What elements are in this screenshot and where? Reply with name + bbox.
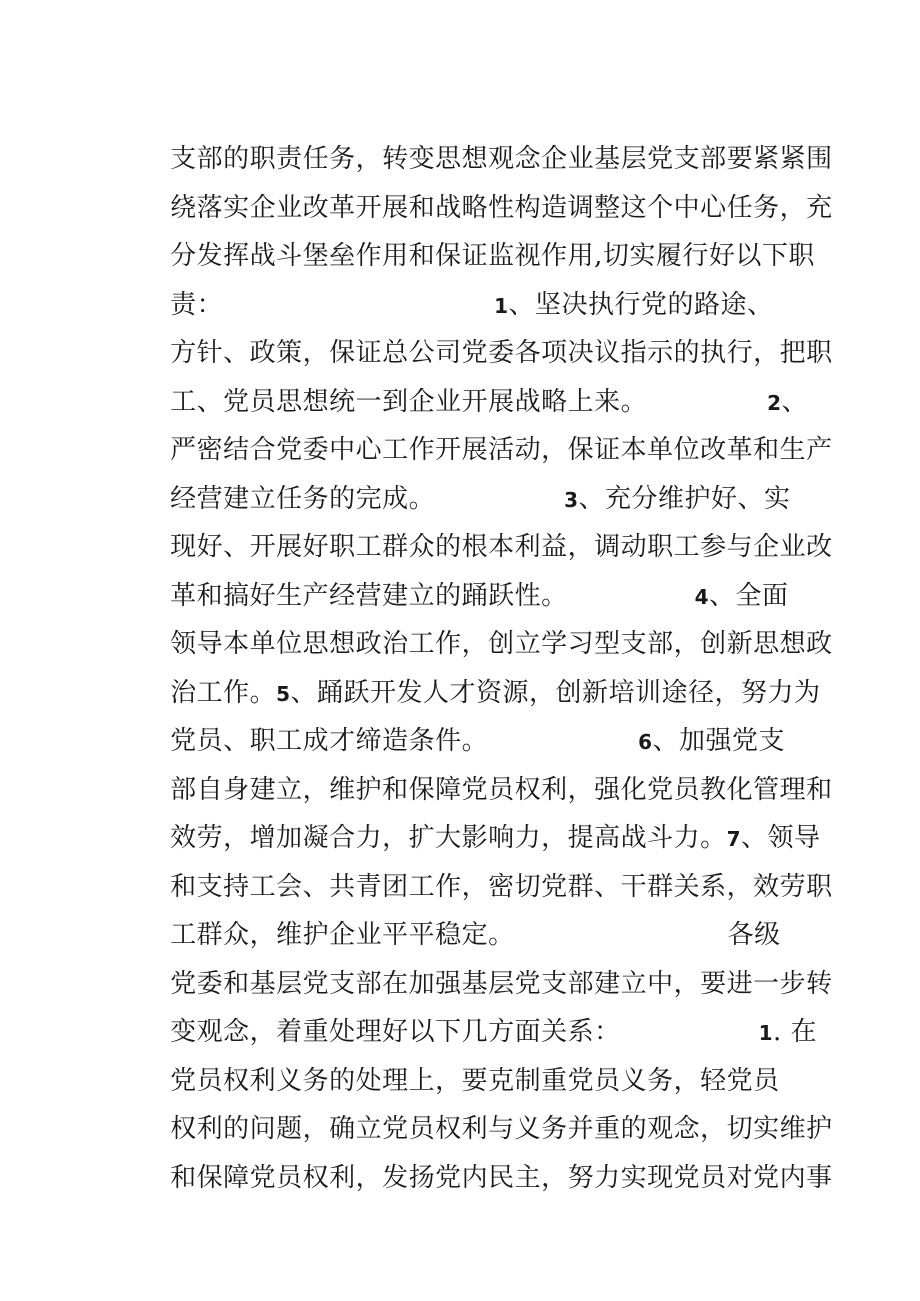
text-segment: 党员权利义务的处理上，要克制重党员义务，轻党员 — [170, 1066, 780, 1096]
list-number: 5 — [276, 682, 291, 706]
text-segment: 、踊跃开发人才资源，创新培训途径，努力为 — [290, 678, 821, 708]
text-segment: 支部的职责任务，转变思想观念企业基层党支部要紧紧围 — [170, 144, 833, 174]
text-segment: 部自身建立，维护和保障党员权利，强化党员教化管理和 — [170, 775, 833, 805]
text-segment: 、加强党支 — [652, 726, 786, 756]
text-segment: 现好、开展好职工群众的根本利益，调动职工参与企业改 — [170, 532, 833, 562]
text-segment: 效劳，增加凝合力，扩大影响力，提高战斗力。 — [170, 823, 727, 853]
text-segment: 、领导 — [741, 823, 821, 853]
text-segment: 经营建立任务的完成。 — [170, 484, 436, 514]
text-segment: 党委和基层党支部在加强基层党支部建立中，要进一步转 — [170, 969, 833, 999]
list-number: 3 — [564, 488, 579, 512]
text-segment: 变观念，着重处理好以下几方面关系： — [170, 1017, 621, 1047]
text-segment: 绕落实企业改革开展和战略性构造调整这个中心任务，充 — [170, 193, 833, 223]
text-segment: 领导本单位思想政治工作，创立学习型支部，创新思想政 — [170, 629, 833, 659]
text-segment: 分发挥战斗堡垒作用和保证监视作用,切实履行好以下职 — [170, 241, 815, 271]
list-number: 1 — [758, 1021, 773, 1045]
text-segment: 责： — [170, 290, 224, 320]
text-segment: 和保障党员权利，发扬党内民主，努力实现党员对党内事 — [170, 1163, 833, 1193]
list-number: 6 — [638, 730, 653, 754]
text-segment: 革和搞好生产经营建立的踊跃性。 — [170, 581, 568, 611]
text-segment: . 在 — [773, 1017, 818, 1047]
text-segment: 工、党员思想统一到企业开展战略上来。 — [170, 387, 648, 417]
text-segment: 治工作。 — [170, 678, 277, 708]
text-segment: 方针、政策，保证总公司党委各项决议指示的执行，把职 — [170, 338, 833, 368]
text-segment: 工群众，维护企业平平稳定。 — [170, 920, 515, 950]
text-segment: 和支持工会、共青团工作，密切党群、干群关系，效劳职 — [170, 872, 833, 902]
list-number: 7 — [726, 827, 741, 851]
text-segment: 、 — [781, 387, 809, 417]
list-number: 4 — [694, 585, 709, 609]
text-segment: 各级 — [727, 920, 781, 950]
text-segment: 、充分维护好、实 — [578, 484, 791, 514]
text-segment: 、全面 — [709, 581, 789, 611]
text-segment: 、坚决执行党的路途、 — [508, 290, 774, 320]
text-segment: 党员、职工成才缔造条件。 — [170, 726, 489, 756]
list-number: 1 — [494, 294, 509, 318]
text-segment: 权利的问题，确立党员权利与义务并重的观念，切实维护 — [170, 1114, 833, 1144]
list-number: 2 — [767, 391, 782, 415]
text-line — [135, 1133, 833, 1223]
text-segment: 严密结合党委中心工作开展活动，保证本单位改革和生产 — [170, 435, 833, 465]
